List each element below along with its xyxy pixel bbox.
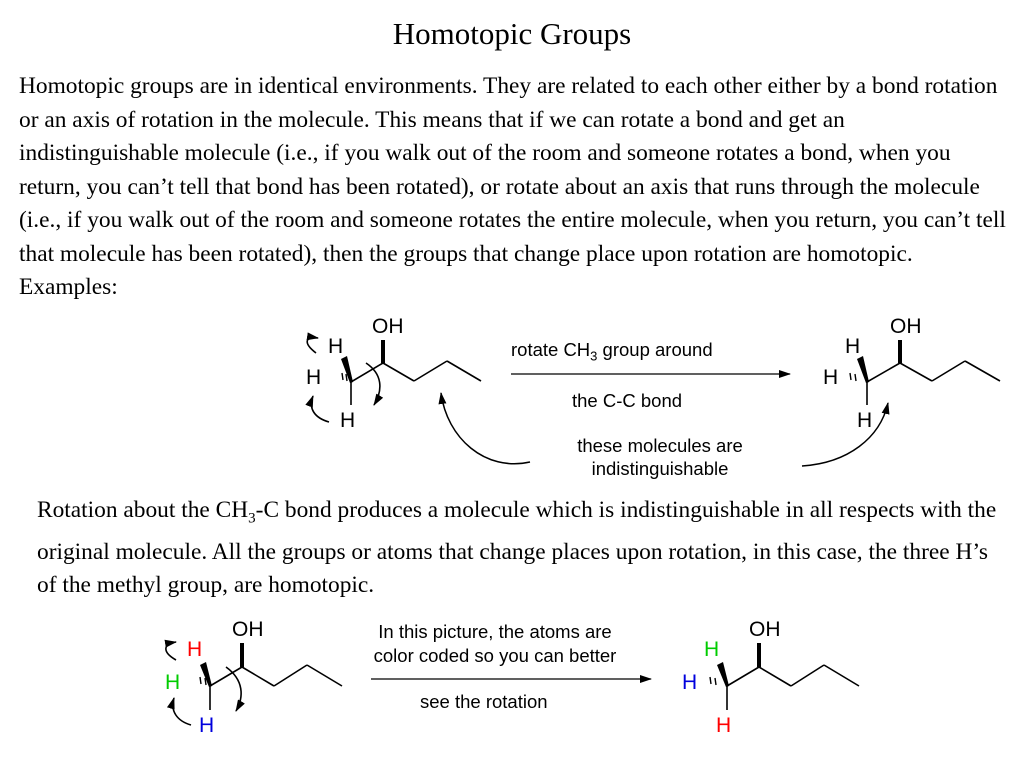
hash-bond (855, 374, 856, 381)
molecule-2b (710, 643, 859, 710)
arrow-label-bottom: the C-C bond (572, 390, 683, 411)
bond (727, 667, 759, 686)
h-label-top: H (845, 335, 861, 358)
bond (414, 361, 447, 381)
h-label-bottom: H (857, 409, 873, 432)
molecule-1b (850, 340, 1000, 405)
curved-arrow (311, 396, 329, 422)
wedge-bond (857, 356, 869, 383)
h-label-bottom: H (340, 409, 356, 432)
page-title: Homotopic Groups (392, 16, 632, 51)
oh-label: OH (232, 618, 264, 641)
h-label-blue: H (682, 671, 698, 694)
curved-arrow (173, 698, 191, 725)
h-label-top: H (328, 335, 344, 358)
curved-arrow (307, 338, 318, 353)
bond (383, 363, 414, 381)
h-label-green: H (165, 671, 181, 694)
curved-arrow (366, 363, 380, 405)
h-label-red: H (187, 638, 203, 661)
hash-bond (200, 677, 201, 684)
bond (307, 665, 342, 686)
rotation-paragraph: Rotation about the $CH_3-C$ bond produces a molecule which is indistinguishable in all respects with the original molecule. All the groups or atoms that change places upon rotation, in this case, the three H’s of the methyl group, are homotopic. (37, 497, 997, 598)
oh-label: OH (890, 315, 922, 338)
hash-bond (715, 678, 716, 685)
bond (447, 361, 481, 381)
indistinguishable-caption: these molecules are indistinguishable (577, 435, 743, 479)
bond (791, 665, 824, 686)
arrow-label-top: In this picture, the atoms are color coded so you can better (373, 621, 617, 666)
bond (900, 363, 932, 381)
bond (210, 667, 242, 686)
bond (965, 361, 1000, 381)
hash-bond (205, 678, 206, 685)
bond (242, 667, 274, 686)
oh-label: OH (749, 618, 781, 641)
bond (932, 361, 965, 381)
hash-bond (342, 373, 343, 380)
h-label-green: H (704, 638, 720, 661)
curved-arrow (166, 642, 176, 660)
curved-arrow (226, 667, 241, 711)
bond (274, 665, 307, 686)
curved-arrow-right (802, 403, 888, 466)
h-label-left: H (306, 366, 322, 389)
hash-bond (710, 677, 711, 684)
bond (867, 363, 900, 382)
arrow-label-bottom: see the rotation (420, 691, 548, 712)
wedge-bond (717, 662, 729, 687)
bond (759, 667, 791, 686)
h-label-blue: H (199, 714, 215, 737)
hash-bond (850, 373, 851, 380)
h-label-red: H (716, 714, 732, 737)
intro-paragraph: Homotopic groups are in identical environments. They are related to each other either by a bond rotation or an axis of rotation in the molecule. This means that if we can rotate a bond and get an indistinguishable molecule (i.e., if you walk out of the room and someone rotates a bond, when you return, you can’t tell that bond has been rotated), or rotate about an axis that runs through the molecule (i.e., if you walk out of the room and someone rotates the entire molecule, when you return, you can’t tell that molecule has been rotated), then the groups that change place upon rotation are homotopic. Examples: (19, 73, 1006, 300)
bond (824, 665, 859, 686)
h-label-left: H (823, 366, 839, 389)
hash-bond (346, 374, 347, 381)
arrow-label-top: rotate $CH_3$ group around (511, 339, 713, 364)
oh-label: OH (372, 315, 404, 338)
curved-arrow-left (441, 393, 530, 464)
